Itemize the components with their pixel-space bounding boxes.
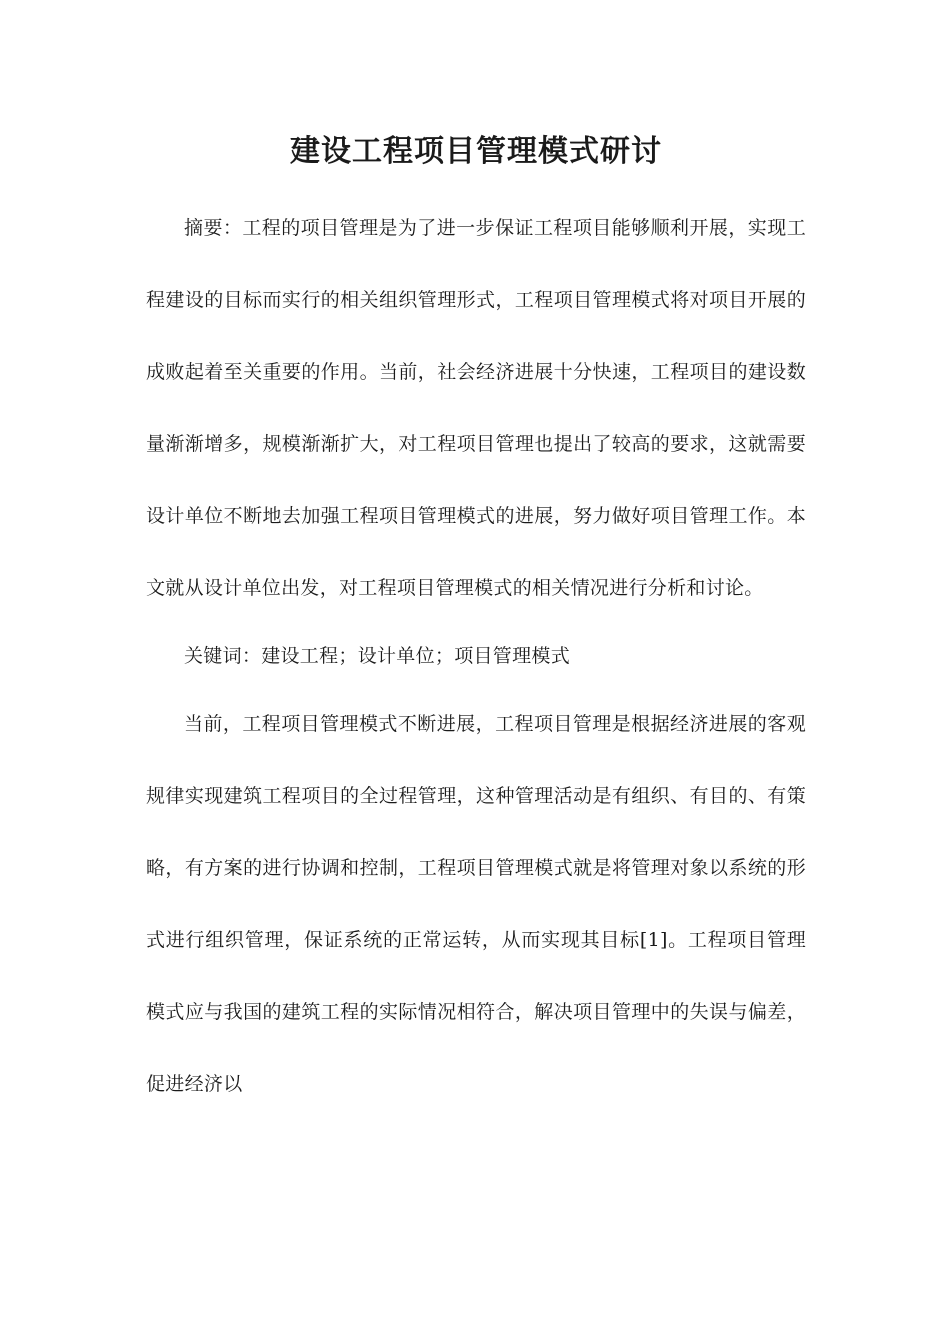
document-page bbox=[146, 126, 806, 1120]
keywords-line: 关键词：建设工程；设计单位；项目管理模式 bbox=[184, 645, 571, 667]
document-title: 建设工程项目管理模式研讨 bbox=[290, 134, 662, 169]
body-paragraph: 当前，工程项目管理模式不断进展，工程项目管理是根据经济进展的客观规律实现建筑工程项目的全过程管理，这种管理活动是有组织、有目的、有策略，有方案的进行协调和控制，工程项目管理模式就是将管理对象以系统的形式进行组织管理，保证系统的正常运转，从而实现其目标[1]。工程项目管理模式应与我国的建筑工程的实际情况相符合，解决项目管理中的失误与偏差，促进经济以 bbox=[146, 713, 806, 1095]
abstract-paragraph: 摘要：工程的项目管理是为了进一步保证工程项目能够顺利开展，实现工程建设的目标而实行的相关组织管理形式，工程项目管理模式将对项目开展的成败起着至关重要的作用。当前，社会经济进展十分快速，工程项目的建设数量渐渐增多，规模渐渐扩大，对工程项目管理也提出了较高的要求，这就需要设计单位不断地去加强工程项目管理模式的进展，努力做好项目管理工作。本文就从设计单位出发，对工程项目管理模式的相关情况进行分析和讨论。 bbox=[146, 217, 806, 599]
